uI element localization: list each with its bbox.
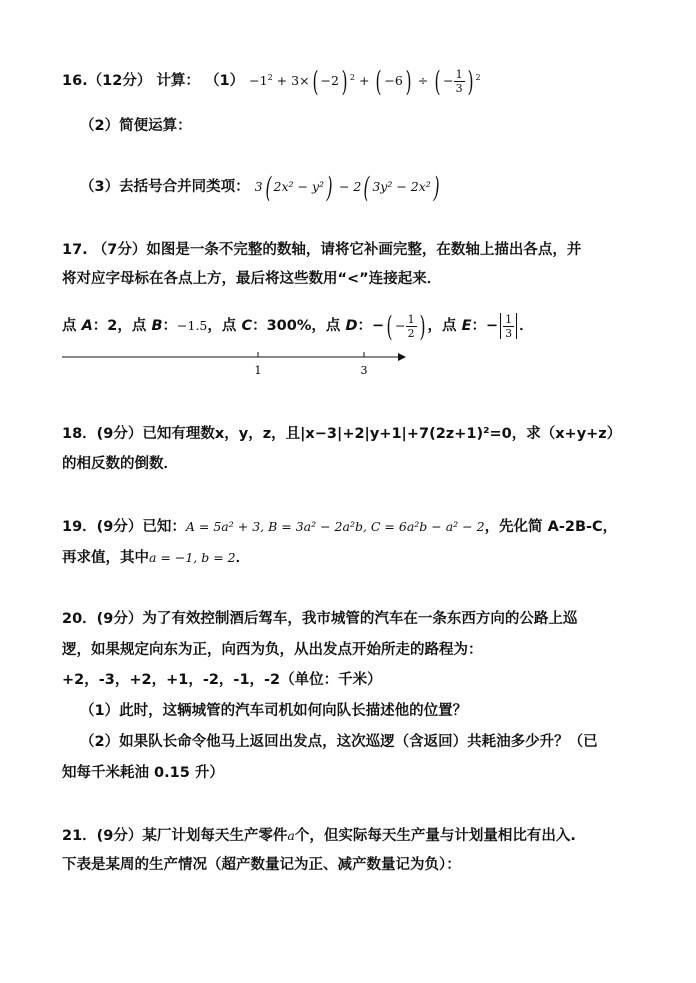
q18-line2: 的相反数的倒数． (62, 456, 178, 472)
q20-part2: （2）如果队长命令他马上返回出发点，这次巡逻（含返回）共耗油多少升？（已 (80, 734, 598, 750)
point-a-letter: A (81, 318, 93, 334)
q17-line1: 17. （7分）如图是一条不完整的数轴，请将它补画完整，在数轴上描出各点，并 (62, 242, 582, 258)
q16-line3 (80, 172, 442, 202)
point-c-letter: C (241, 318, 253, 334)
point-d-letter: D (345, 318, 358, 334)
point-b-letter: B (151, 318, 163, 334)
q16-part1-expr: $-1^2 + 3\times( -2) ^2$ + ( −6) ÷ ( − $\frac{1}{3}$ ) $^2$ (249, 64, 481, 98)
q16-part1-label: （1） (205, 73, 245, 90)
q16-line1 (62, 63, 481, 96)
q19-line1: 19．(9分）已知：A = 5a² + 3, B = 3a² − 2a²b, C = 6a²b − a² − 2，先化简 A-2B-C， (62, 519, 618, 535)
point-d-value: ( − $\frac{1}{2}$ ) (386, 309, 426, 343)
q16-label: 16.（12分） (62, 73, 152, 90)
q16-part3-expr: 3( 2x² − y²) − 2( 3y² − 2x²) (254, 170, 440, 204)
q21-var: a (287, 828, 295, 843)
q19-line2: 再求值，其中a = −1, b = 2． (62, 550, 251, 566)
tick-label-1: 1 (254, 364, 262, 377)
number-line-arrow (398, 353, 406, 361)
q17-points: 点 A：2，点 B：−1.5，点 C：300%，点 D：−( − $\frac{1}{2}$ ) ，点 E：− $\frac{1}{3}$ ． (62, 309, 534, 343)
q20-line1: 20．(9分）为了有效控制酒后驾车，我市城管的汽车在一条东西方向的公路上巡 (62, 611, 578, 627)
q17-line2: 将对应字母标在各点上方，最后将这些数用“<”连接起来． (62, 271, 442, 287)
q16-part2: （2）简便运算： (80, 118, 192, 134)
tick-label-3: 3 (360, 364, 368, 377)
q20-line2: 逻，如果规定向东为正，向西为负，从出发点开始所走的路程为： (62, 642, 483, 658)
q19-expr: A = 5a² + 3, B = 3a² − 2a²b, C = 6a²b − a² − 2 (185, 519, 485, 534)
point-b-value: −1.5 (177, 318, 208, 333)
q20-line6: 知每千米耗油 0.15 升） (62, 765, 224, 781)
q20-part1: （1）此时，这辆城管的汽车司机如何向队长描述他的位置？ (80, 703, 468, 719)
number-line (62, 343, 412, 377)
q19-values: a = −1, b = 2 (149, 550, 236, 565)
q21-line1: 21．(9分）某厂计划每天生产零件a个，但实际每天生产量与计划量相比有出入. (62, 828, 576, 844)
q21-line2: 下表是某周的生产情况（超产数量记为正、减产数量记为负）： (62, 857, 461, 873)
q18-line1: 18．(9分）已知有理数x，y，z，且|x−3|+2|y+1|+7(2z+1)²=0，求（x+y+z） (62, 426, 622, 442)
point-e-letter: E (461, 318, 472, 334)
q16-part3-label: （3）去括号合并同类项： (80, 179, 250, 195)
q16-calc-label: 计算： (156, 73, 200, 90)
q20-distances: +2，-3，+2，+1，-2，-1，-2（单位：千米） (62, 672, 382, 688)
